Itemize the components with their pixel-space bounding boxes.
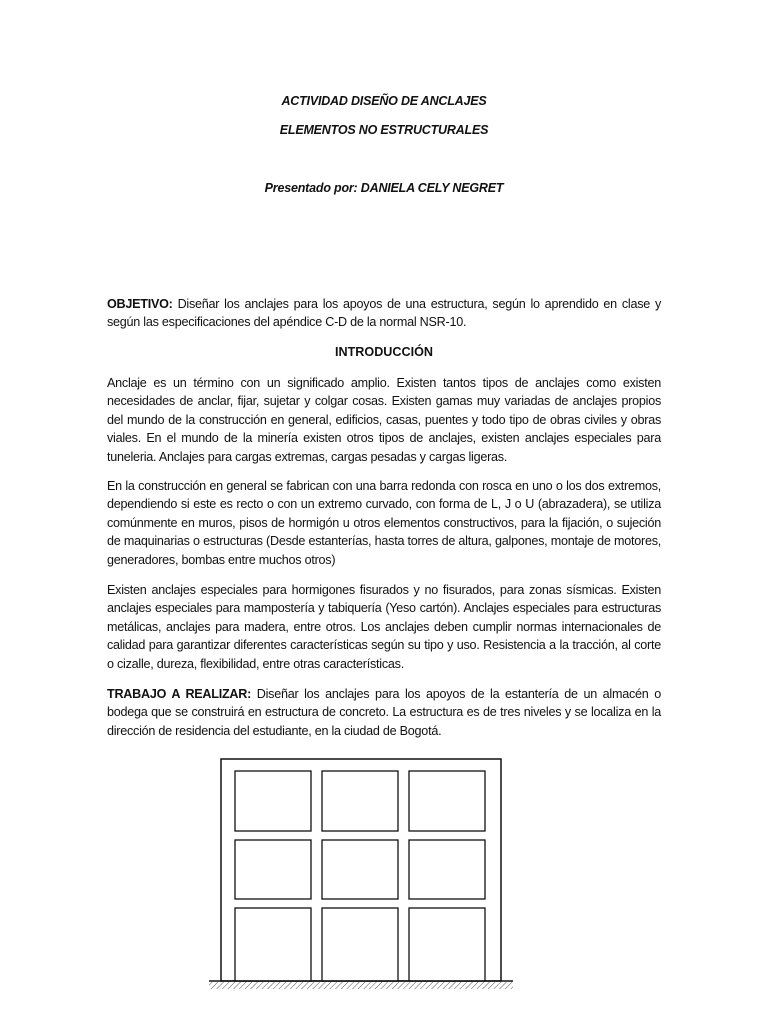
frame-panel <box>235 771 311 831</box>
frame-panel <box>409 908 485 981</box>
frame-panel <box>322 771 398 831</box>
document-title: ACTIVIDAD DISEÑO DE ANCLAJES <box>281 94 487 108</box>
objective-text: Diseñar los anclajes para los apoyos de una estructura, según lo aprendido en clase y según las especificaciones del apéndice C-D de la normal NSR-10. <box>107 297 661 330</box>
structure-frame-figure <box>205 757 523 997</box>
frame-panel <box>322 908 398 981</box>
frame-panel <box>409 840 485 899</box>
frame-panel <box>235 908 311 981</box>
task-text: Diseñar los anclajes para los apoyos de la estantería de un almacén o bodega que se construirá en estructura de concreto. La estructura es de tres niveles y se localiza en la dirección de residencia del estudiante, en la ciudad de Bogotá. <box>107 687 661 738</box>
objective-label: OBJETIVO: <box>107 297 173 311</box>
frame-panel <box>235 840 311 899</box>
document-subtitle: ELEMENTOS NO ESTRUCTURALES <box>279 123 489 137</box>
task-paragraph <box>107 685 661 740</box>
author-line: Presentado por: DANIELA CELY NEGRET <box>264 181 504 195</box>
objective-paragraph <box>107 295 661 332</box>
intro-paragraph-2: En la construcción en general se fabrican con una barra redonda con rosca en uno o los dos extremos, dependiendo si este es recto o con un extremo curvado, con forma de L, J o U (abrazadera), se utiliza comúnmente en muros, pisos de hormigón u otros elementos constructivos, para la fijación, o sujeción de maquinarias o estructuras (Desde estanterías, hasta torres de altura, galpones, montaje de motores, generadores, bombas entre muchos otros) <box>107 479 661 567</box>
task-label: TRABAJO A REALIZAR: <box>107 687 252 701</box>
introduction-heading: INTRODUCCIÓN <box>335 345 433 359</box>
ground-hatch <box>209 982 513 989</box>
intro-paragraph-1: Anclaje es un término con un significado amplio. Existen tantos tipos de anclajes como existen necesidades de anclar, fijar, sujetar y colgar cosas. Existen gamas muy variadas de anclajes propios del mundo de la construcción en general, edificios, casas, puentes y todo tipo de obras civiles y obras viales. En el mundo de la minería existen otros tipos de anclajes, existen anclajes especiales para tuneleria. Anclajes para cargas extremas, cargas pesadas y cargas ligeras. <box>107 376 661 464</box>
frame-panel <box>322 840 398 899</box>
intro-paragraph-3: Existen anclajes especiales para hormigones fisurados y no fisurados, para zonas sísmicas. Existen anclajes especiales para mampostería y tabiquería (Yeso cartón). Anclajes especiales para estructuras metálicas, anclajes para madera, entre otros. Los anclajes deben cumplir normas internacionales de calidad para garantizar diferentes características según su tipo y uso. Resistencia a la tracción, al corte o cizalle, dureza, flexibilidad, entre otras características. <box>107 583 661 671</box>
frame-panel <box>409 771 485 831</box>
